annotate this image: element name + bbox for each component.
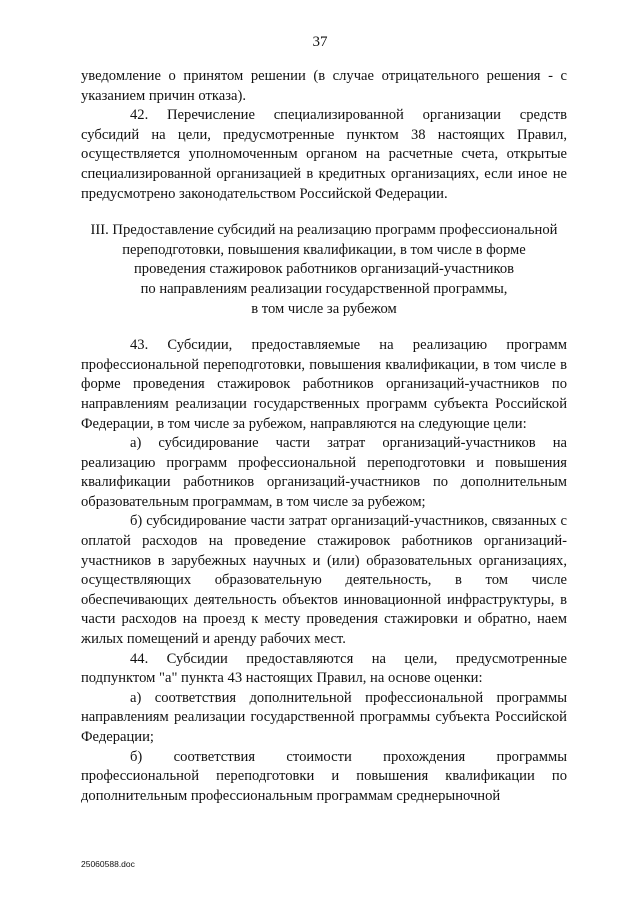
section-heading-line: проведения стажировок работников организаций-участников bbox=[133, 261, 515, 278]
paragraph-43-b: б) субсидирование части затрат организаций-участников, связанных с оплатой расходов на проведение стажировок работников организаций-участников в зарубежных научных и (или) образовательных организациях, осуществляющих образовательную деятельность, в том числе обеспечивающих деятельность объектов инновационной инфраструктуры, в части расходов на проезд к месту проведения стажировки и обратно, наем жилых помещений и аренду рабочих мест. bbox=[81, 513, 567, 648]
footer-file-code: 25060588.doc bbox=[81, 859, 135, 869]
document-body bbox=[81, 67, 567, 806]
paragraph-43: 43. Субсидии, предоставляемые на реализацию программ профессиональной переподготовки, повышения квалификации, в том числе в форме проведения стажировок работников организаций-участников по направлениям реализации государственных программ субъекта Российской Федерации, в том числе за рубежом, направляются на следующие цели: bbox=[81, 337, 567, 432]
section-heading bbox=[81, 221, 567, 319]
paragraph-44: 44. Субсидии предоставляются на цели, предусмотренные подпунктом "а" пункта 43 настоящих Правил, на основе оценки: bbox=[81, 650, 567, 687]
paragraph-43-a: а) субсидирование части затрат организаций-участников на реализацию программ профессиональной переподготовки и повышения квалификации работников организаций-участников по дополнительным образовательным программам, в том числе за рубежом; bbox=[81, 435, 567, 510]
section-heading-line: III. Предоставление субсидий на реализацию программ профессиональной bbox=[90, 222, 558, 239]
section-heading-line: переподготовки, повышения квалификации, в том числе в форме bbox=[122, 241, 526, 258]
paragraph-44-b: б) соответствия стоимости прохождения программы профессиональной переподготовки и повышения квалификации по дополнительным профессиональным программам среднерыночной bbox=[81, 748, 567, 804]
page-number: 37 bbox=[312, 34, 328, 50]
paragraph-continuation: уведомление о принятом решении (в случае отрицательного решения - с указанием причин отказа). bbox=[81, 68, 567, 104]
paragraph-42: 42. Перечисление специализированной организации средств субсидий на цели, предусмотренные пунктом 38 настоящих Правил, осуществляется уполномоченным органом на расчетные счета, открытые специализированной организацией в кредитных организациях, если иное не предусмотрено законодательством Российской Федерации. bbox=[81, 107, 567, 202]
paragraph-44-a: а) соответствия дополнительной профессиональной программы направлениям реализации государственной программы субъекта Российской Федерации; bbox=[81, 689, 567, 745]
section-heading-line: по направлениям реализации государственной программы, bbox=[140, 280, 508, 297]
section-heading-line: в том числе за рубежом bbox=[251, 300, 397, 317]
